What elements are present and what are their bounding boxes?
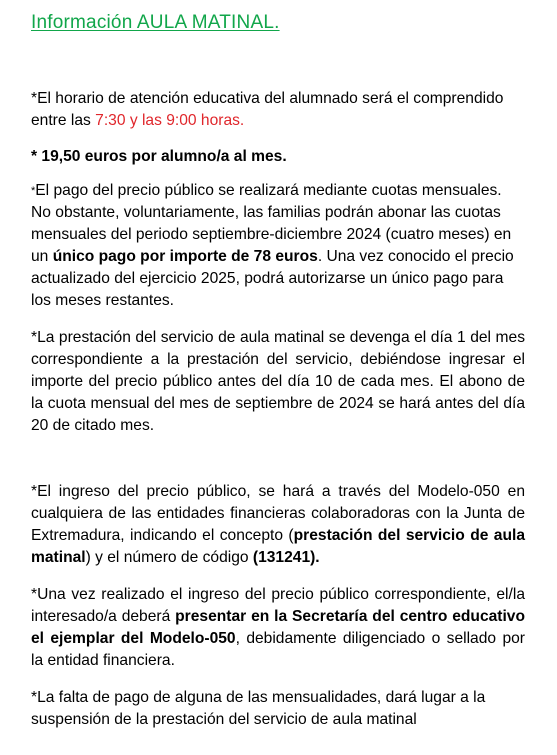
- schedule-text: *El horario de atención educativa del alumnado será el comprendido entre las: [31, 90, 504, 129]
- payment-text-b: . Una vez conocido el precio actualizado del ejercicio 2025, podrá autorizarse un único pago para los meses restantes.: [31, 248, 514, 309]
- submission-paragraph: [31, 584, 525, 672]
- deposit-paragraph: [31, 481, 525, 569]
- schedule-paragraph: [31, 88, 525, 132]
- payment-single-amount: único pago por importe de 78 euros: [52, 248, 318, 265]
- payment-text-a: El pago del precio público se realizará mediante cuotas mensuales. No obstante, voluntariamente, las familias podrán abonar las cuotas mensuales del periodo septiembre-diciembre 2024 (cuatro meses) en un: [31, 182, 512, 265]
- accrual-paragraph: [31, 327, 525, 437]
- submission-text-a: *Una vez realizado el ingreso del precio público correspondiente, el/la interesado/a deberá: [31, 586, 525, 625]
- payment-star: *: [31, 185, 36, 197]
- schedule-hours: 7:30 y las 9:00 horas.: [95, 112, 245, 129]
- payment-paragraph: [31, 180, 525, 312]
- nonpayment-paragraph: [31, 687, 525, 731]
- deposit-text-a: *El ingreso del precio público, se hará a través del Modelo-050 en cualquiera de las entidades financieras colaboradoras con la Junta de Extremadura, indicando el concepto (: [31, 483, 525, 544]
- page-title: Información AULA MATINAL.: [31, 12, 280, 33]
- deposit-text-b: ) y el número de código: [85, 549, 253, 566]
- nonpayment-text: *La falta de pago de alguna de las mensualidades, dará lugar a la suspensión de la prestación del servicio de aula matinal: [31, 689, 486, 728]
- submission-text-b: , debidamente diligenciado o sellado por la entidad financiera.: [31, 630, 525, 669]
- submission-instruction: presentar en la Secretaría del centro educativo el ejemplar del Modelo-050: [31, 608, 526, 647]
- accrual-text: *La prestación del servicio de aula matinal se devenga el día 1 del mes correspondiente a la prestación del servicio, debiéndose ingresar el importe del precio público antes del día 10 de cada mes. El abono de la cuota mensual del mes de septiembre de 2024 se hará antes del día 20 de citado mes.: [31, 329, 525, 434]
- price-paragraph: [31, 146, 525, 168]
- deposit-concept: prestación del servicio de aula matinal: [31, 527, 525, 566]
- deposit-code: (131241).: [252, 549, 320, 566]
- price-text: * 19,50 euros por alumno/a al mes.: [31, 148, 287, 165]
